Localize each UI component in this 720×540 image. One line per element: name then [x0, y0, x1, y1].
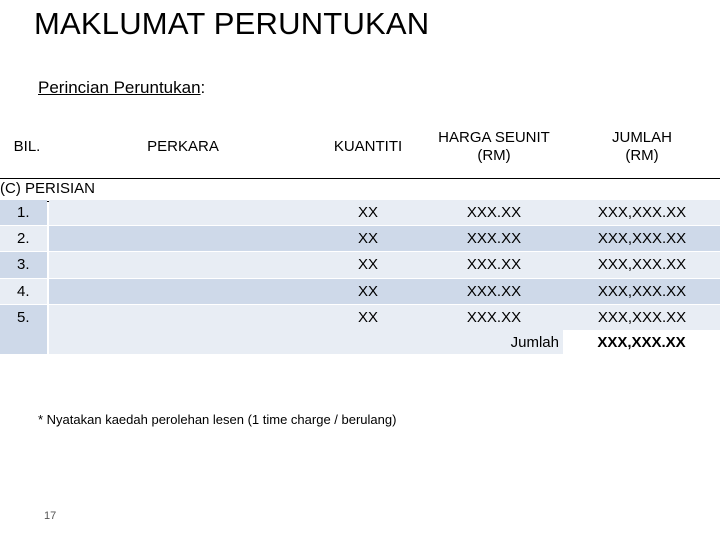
cell-kuantiti-text: XX: [357, 308, 378, 326]
cell-bil: [0, 200, 47, 225]
cell-harga: [424, 226, 564, 251]
cell-kuantiti: [312, 305, 424, 330]
cell-jumlah-text: XXX,XXX.XX: [597, 204, 687, 222]
cell-jumlah-text: XXX,XXX.XX: [597, 308, 687, 326]
section-row: [0, 178, 720, 202]
total-value: XXX,XXX.XX: [597, 333, 686, 351]
subtitle-text: Perincian Peruntukan: [38, 78, 201, 97]
header-harga-line2: (RM): [477, 147, 511, 164]
header-perkara-label: PERKARA: [147, 138, 219, 155]
cell-bil: [0, 226, 47, 251]
cell-bil: [0, 252, 47, 277]
total-row-bil-cell: [0, 330, 47, 354]
total-label: Jumlah: [510, 333, 559, 351]
cell-kuantiti: [312, 226, 424, 251]
cell-jumlah-text: XXX,XXX.XX: [597, 256, 687, 274]
page-number: 17: [44, 510, 57, 522]
header-harga-seunit: [424, 118, 564, 176]
cell-kuantiti: [312, 200, 424, 225]
cell-bil-text: 4.: [17, 282, 30, 300]
total-value-cell: [563, 330, 720, 354]
cell-perkara: [49, 226, 312, 251]
cell-harga-text: XXX.XX: [466, 204, 522, 222]
cell-bil-text: 3.: [17, 256, 30, 274]
header-bil: [0, 118, 54, 176]
header-jumlah: [564, 118, 720, 176]
cell-harga: [424, 305, 564, 330]
cell-perkara: [49, 279, 312, 304]
footnote: * Nyatakan kaedah perolehan lesen (1 time charge / berulang): [38, 412, 397, 427]
header-kuantiti-label: KUANTITI: [333, 138, 403, 155]
cell-bil-text: 1.: [17, 204, 30, 222]
cell-kuantiti-text: XX: [357, 230, 378, 248]
cell-bil: [0, 279, 47, 304]
header-jumlah-line2: (RM): [625, 147, 659, 164]
cell-jumlah: [564, 305, 720, 330]
cell-bil-text: 2.: [17, 230, 30, 248]
cell-jumlah: [564, 252, 720, 277]
cell-harga: [424, 252, 564, 277]
section-label: (C) PERISIAN: [0, 180, 96, 197]
header-perkara: [54, 118, 312, 176]
cell-jumlah: [564, 279, 720, 304]
cell-perkara: [49, 252, 312, 277]
cell-kuantiti: [312, 252, 424, 277]
cell-harga-text: XXX.XX: [466, 282, 522, 300]
cell-harga-text: XXX.XX: [466, 230, 522, 248]
cell-jumlah: [564, 200, 720, 225]
header-kuantiti: [312, 118, 424, 176]
cell-bil: [0, 305, 47, 330]
page-title: MAKLUMAT PERUNTUKAN: [34, 6, 430, 41]
header-harga-line1: HARGA SEUNIT: [438, 129, 550, 146]
cell-harga-text: XXX.XX: [466, 308, 522, 326]
cell-kuantiti-text: XX: [357, 204, 378, 222]
cell-harga-text: XXX.XX: [466, 256, 522, 274]
header-bil-label: BIL.: [13, 138, 41, 155]
cell-bil-text: 5.: [17, 308, 30, 326]
total-row-label-cell: [49, 330, 563, 354]
cell-perkara: [49, 305, 312, 330]
subtitle-colon: :: [200, 78, 206, 97]
cell-kuantiti-text: XX: [357, 282, 378, 300]
cell-kuantiti-text: XX: [357, 256, 378, 274]
cell-perkara: [49, 200, 312, 225]
cell-jumlah-text: XXX,XXX.XX: [597, 282, 687, 300]
cell-jumlah-text: XXX,XXX.XX: [597, 230, 687, 248]
cell-harga: [424, 279, 564, 304]
cell-harga: [424, 200, 564, 225]
header-jumlah-line1: JUMLAH: [611, 129, 672, 146]
cell-kuantiti: [312, 279, 424, 304]
cell-jumlah: [564, 226, 720, 251]
